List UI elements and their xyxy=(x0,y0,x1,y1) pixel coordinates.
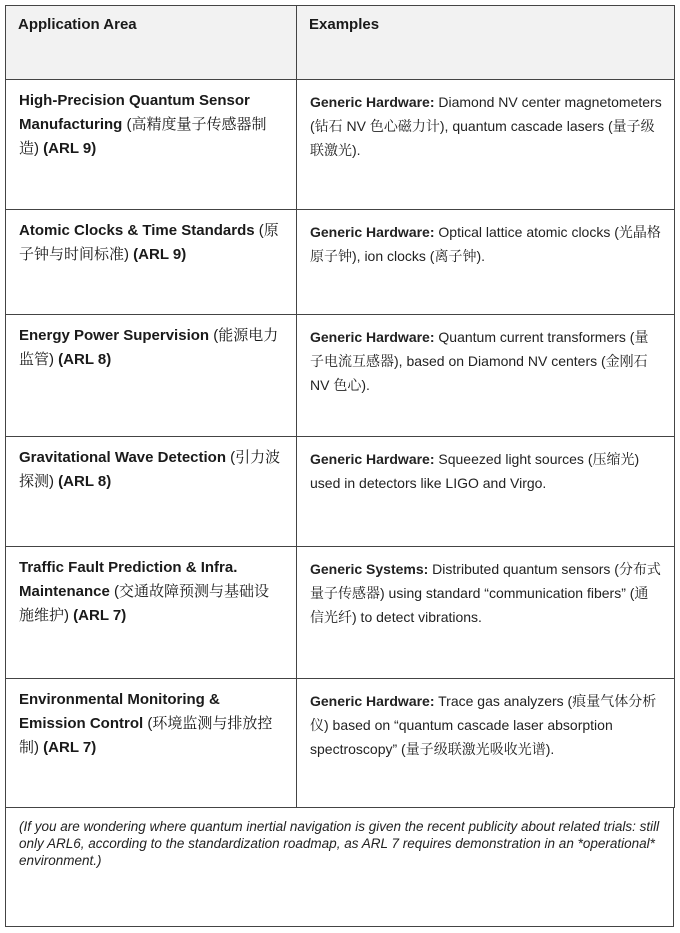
example-text: Quantum current transformers (量子电流互感器), based on Diamond NV centers (金刚石 NV 色心). xyxy=(310,329,649,393)
footnote: (If you are wondering where quantum inertial navigation is given the recent publicity about related trials: still only ARL6, according to the standardization roadmap, as ARL 7 requires demonstration in an *operational* environment.) xyxy=(19,819,660,868)
application-area-cell xyxy=(6,547,297,679)
application-table xyxy=(5,5,675,808)
examples-cell xyxy=(297,315,675,437)
arl-level: (ARL 7) xyxy=(73,607,127,624)
application-area-cell xyxy=(6,315,297,437)
example-category: Generic Hardware: xyxy=(310,451,435,467)
area-chinese: (交通故障预测与基础设施维护) xyxy=(19,583,270,624)
table-header-row xyxy=(6,6,675,80)
application-area-cell xyxy=(6,437,297,547)
example-text: Optical lattice atomic clocks (光晶格原子钟), ion clocks (离子钟). xyxy=(310,224,661,264)
arl-level: (ARL 9) xyxy=(43,140,97,157)
header-examples: Examples xyxy=(297,6,675,80)
arl-level: (ARL 9) xyxy=(133,246,187,263)
examples-cell xyxy=(297,80,675,210)
area-name: Traffic Fault Prediction & Infra. Maintenance xyxy=(19,559,238,600)
example-category: Generic Hardware: xyxy=(310,329,435,345)
area-chinese: (引力波探测) xyxy=(19,449,281,490)
area-chinese: (原子钟与时间标准) xyxy=(19,222,279,263)
example-category: Generic Hardware: xyxy=(310,224,435,240)
arl-level: (ARL 8) xyxy=(58,473,112,490)
examples-cell xyxy=(297,679,675,808)
area-name: Energy Power Supervision xyxy=(19,327,210,344)
table-row xyxy=(6,210,675,315)
example-text: Squeezed light sources (压缩光) used in detectors like LIGO and Virgo. xyxy=(310,451,640,491)
application-area-cell xyxy=(6,80,297,210)
arl-level: (ARL 7) xyxy=(43,739,97,756)
area-chinese: (高精度量子传感器制造) xyxy=(19,116,267,157)
area-name: Environmental Monitoring & Emission Control xyxy=(19,691,220,732)
area-name: High-Precision Quantum Sensor Manufacturing xyxy=(19,92,250,133)
example-text: Distributed quantum sensors (分布式量子传感器) using standard “communication fibers” (通信光纤) to detect vibrations. xyxy=(310,561,661,625)
table-row xyxy=(6,679,675,808)
example-category: Generic Hardware: xyxy=(310,94,435,110)
area-chinese: (能源电力监管) xyxy=(19,327,279,368)
area-chinese: (环境监测与排放控制) xyxy=(19,715,273,756)
arl-level: (ARL 8) xyxy=(58,351,112,368)
header-application-area: Application Area xyxy=(6,6,297,80)
examples-cell xyxy=(297,547,675,679)
table-row xyxy=(6,547,675,679)
examples-cell xyxy=(297,437,675,547)
examples-cell xyxy=(297,210,675,315)
area-name: Atomic Clocks & Time Standards xyxy=(19,222,255,239)
table-row xyxy=(6,80,675,210)
table-row xyxy=(6,315,675,437)
example-category: Generic Systems: xyxy=(310,561,429,577)
area-name: Gravitational Wave Detection xyxy=(19,449,226,466)
example-category: Generic Hardware: xyxy=(310,693,435,709)
table-row xyxy=(6,437,675,547)
example-text: Diamond NV center magnetometers (钻石 NV 色心磁力计), quantum cascade lasers (量子级联激光). xyxy=(310,94,662,158)
application-area-cell xyxy=(6,210,297,315)
application-area-cell xyxy=(6,679,297,808)
example-text: Trace gas analyzers (痕量气体分析仪) based on “quantum cascade laser absorption spectroscopy” (量子级联激光吸收光谱). xyxy=(310,693,657,757)
